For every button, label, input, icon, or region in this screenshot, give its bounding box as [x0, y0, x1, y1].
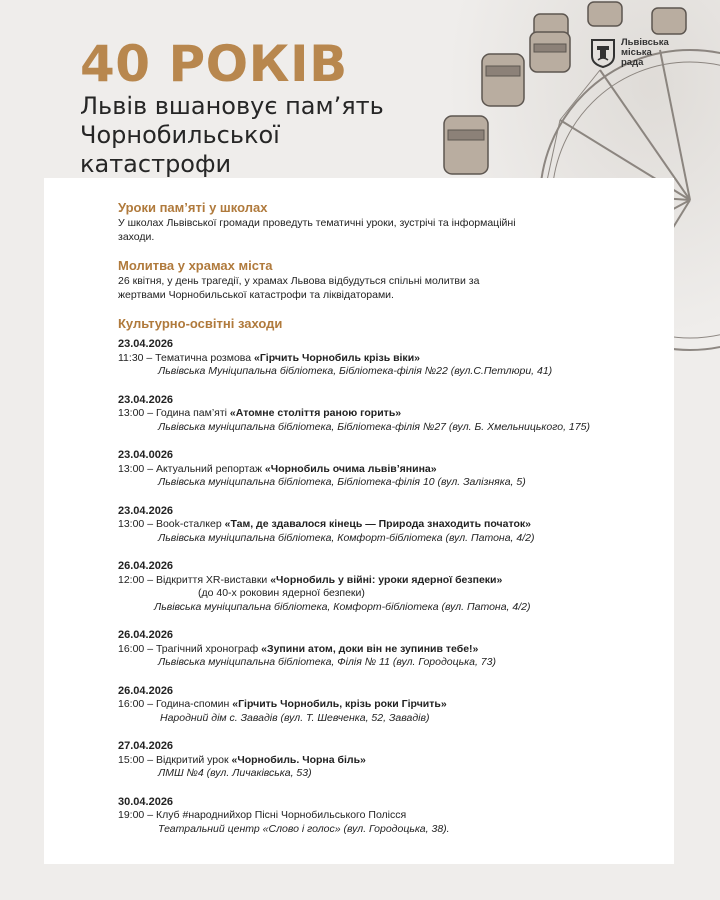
page-title: 40 РОКІВ — [80, 35, 348, 93]
event-item — [118, 505, 638, 546]
logo-line-2: міська — [621, 47, 652, 58]
section-text: У школах Львівської громади проведуть тематичні уроки, зустрічі та інформаційні заходи. — [118, 217, 516, 243]
events-title: Культурно-освітні заходи — [118, 316, 283, 331]
logo-line-3: рада — [621, 57, 644, 68]
event-time-type: 16:00 – Година-спомин — [118, 698, 233, 710]
event-description — [118, 574, 638, 588]
event-description — [118, 698, 638, 712]
event-time-type: 12:00 – Відкриття XR-виставки — [118, 573, 271, 586]
coat-of-arms-icon — [590, 38, 616, 68]
event-description — [118, 352, 638, 366]
event-title: «Чорнобиль очима львів’янина» — [264, 462, 437, 475]
event-description — [118, 754, 638, 768]
event-venue: Львівська муніципальна бібліотека, Комфорт-бібліотека (вул. Патона, 4/2) — [158, 531, 535, 544]
event-note: (до 40-х роковин ядерної безпеки) — [198, 587, 365, 599]
event-date: 23.04.2026 — [118, 393, 174, 406]
event-item — [118, 740, 638, 781]
event-description — [118, 407, 638, 421]
logo-line-1: Львівська — [621, 37, 669, 48]
program-content — [118, 200, 638, 851]
section-title: Молитва у храмах міста — [118, 258, 273, 273]
event-time-type: 13:00 – Актуальний репортаж — [118, 462, 265, 475]
section-text: 26 квітня, у день трагедії, у храмах Львова відбудуться спільні молитви за жертвами Чорнобильської катастрофи та ліквідаторами. — [118, 275, 480, 301]
event-date: 23.04.2026 — [118, 338, 174, 350]
event-title: «Там, де здавалося кінець — Природа знаходить початок» — [224, 518, 531, 530]
city-council-logo — [590, 38, 669, 68]
event-description — [118, 809, 638, 823]
subtitle-line-1: Львів вшановує пам’ять — [80, 92, 384, 120]
event-title: «Зупини атом, доки він не зупинив тебе!» — [261, 642, 479, 655]
event-item — [118, 394, 638, 435]
event-title: «Гірчить Чорнобиль крізь віки» — [254, 351, 420, 364]
section-school-lessons — [118, 200, 638, 244]
subtitle-line-2: Чорнобильської катастрофи — [80, 121, 280, 178]
event-venue: Львівська Муніципальна бібліотека, Бібліотека-філія №22 (вул.С.Петлюри, 41) — [158, 365, 553, 377]
event-time-type: 16:00 – Трагічний хронограф — [118, 642, 262, 655]
section-prayer — [118, 258, 638, 302]
page-subtitle — [80, 92, 420, 179]
event-venue: Львівська муніципальна бібліотека, Бібліотека-філія 10 (вул. Залізняка, 5) — [158, 476, 526, 488]
event-description — [118, 463, 638, 477]
event-venue: Народний дім с. Завадів (вул. Т. Шевченка, 52, Завадів) — [160, 711, 430, 724]
event-item — [118, 796, 638, 837]
event-item — [118, 449, 638, 490]
logo-text — [621, 38, 669, 68]
event-venue: Львівська муніципальна бібліотека, Бібліотека-філія №27 (вул. Б. Хмельницького, 175) — [158, 420, 590, 433]
event-venue: Львівська муніципальна бібліотека, Філія № 11 (вул. Городоцька, 73) — [158, 656, 496, 668]
event-time-type: 15:00 – Відкритий урок — [118, 753, 232, 766]
event-date: 23.04.0026 — [118, 449, 174, 461]
event-date: 26.04.2026 — [118, 560, 174, 572]
event-date: 23.04.2026 — [118, 504, 174, 517]
event-date: 27.04.2026 — [118, 740, 174, 752]
events-list — [118, 338, 638, 836]
event-title: «Гірчить Чорнобиль, крізь роки Гірчить» — [232, 698, 447, 710]
section-title: Уроки пам’яті у школах — [118, 200, 268, 215]
program-card — [44, 178, 674, 864]
event-item — [118, 338, 638, 379]
event-time-type: 11:30 – Тематична розмова — [118, 351, 255, 364]
event-item — [118, 560, 638, 614]
event-date: 26.04.2026 — [118, 629, 174, 641]
event-item — [118, 629, 638, 670]
event-item — [118, 685, 638, 726]
event-time-type: 13:00 – Book-сталкер — [118, 518, 225, 530]
event-time-type: 13:00 – Година пам’яті — [118, 407, 230, 419]
event-venue: Львівська муніципальна бібліотека, Комфорт-бібліотека (вул. Патона, 4/2) — [154, 600, 531, 613]
event-venue: ЛМШ №4 (вул. Личаківська, 53) — [158, 767, 312, 779]
event-title: «Атомне століття раною горить» — [229, 407, 402, 419]
event-venue: Театральний центр «Слово і голос» (вул. Городоцька, 38). — [158, 822, 450, 835]
event-description — [118, 518, 638, 532]
event-title: «Чорнобиль. Чорна біль» — [231, 753, 366, 766]
event-description — [118, 643, 638, 657]
event-date: 30.04.2026 — [118, 795, 174, 808]
event-time-type: 19:00 – Клуб #народнийхор Пісні Чорнобильського Полісся — [118, 809, 407, 821]
event-title: «Чорнобиль у війні: уроки ядерної безпеки» — [270, 573, 503, 586]
event-date: 26.04.2026 — [118, 684, 174, 697]
